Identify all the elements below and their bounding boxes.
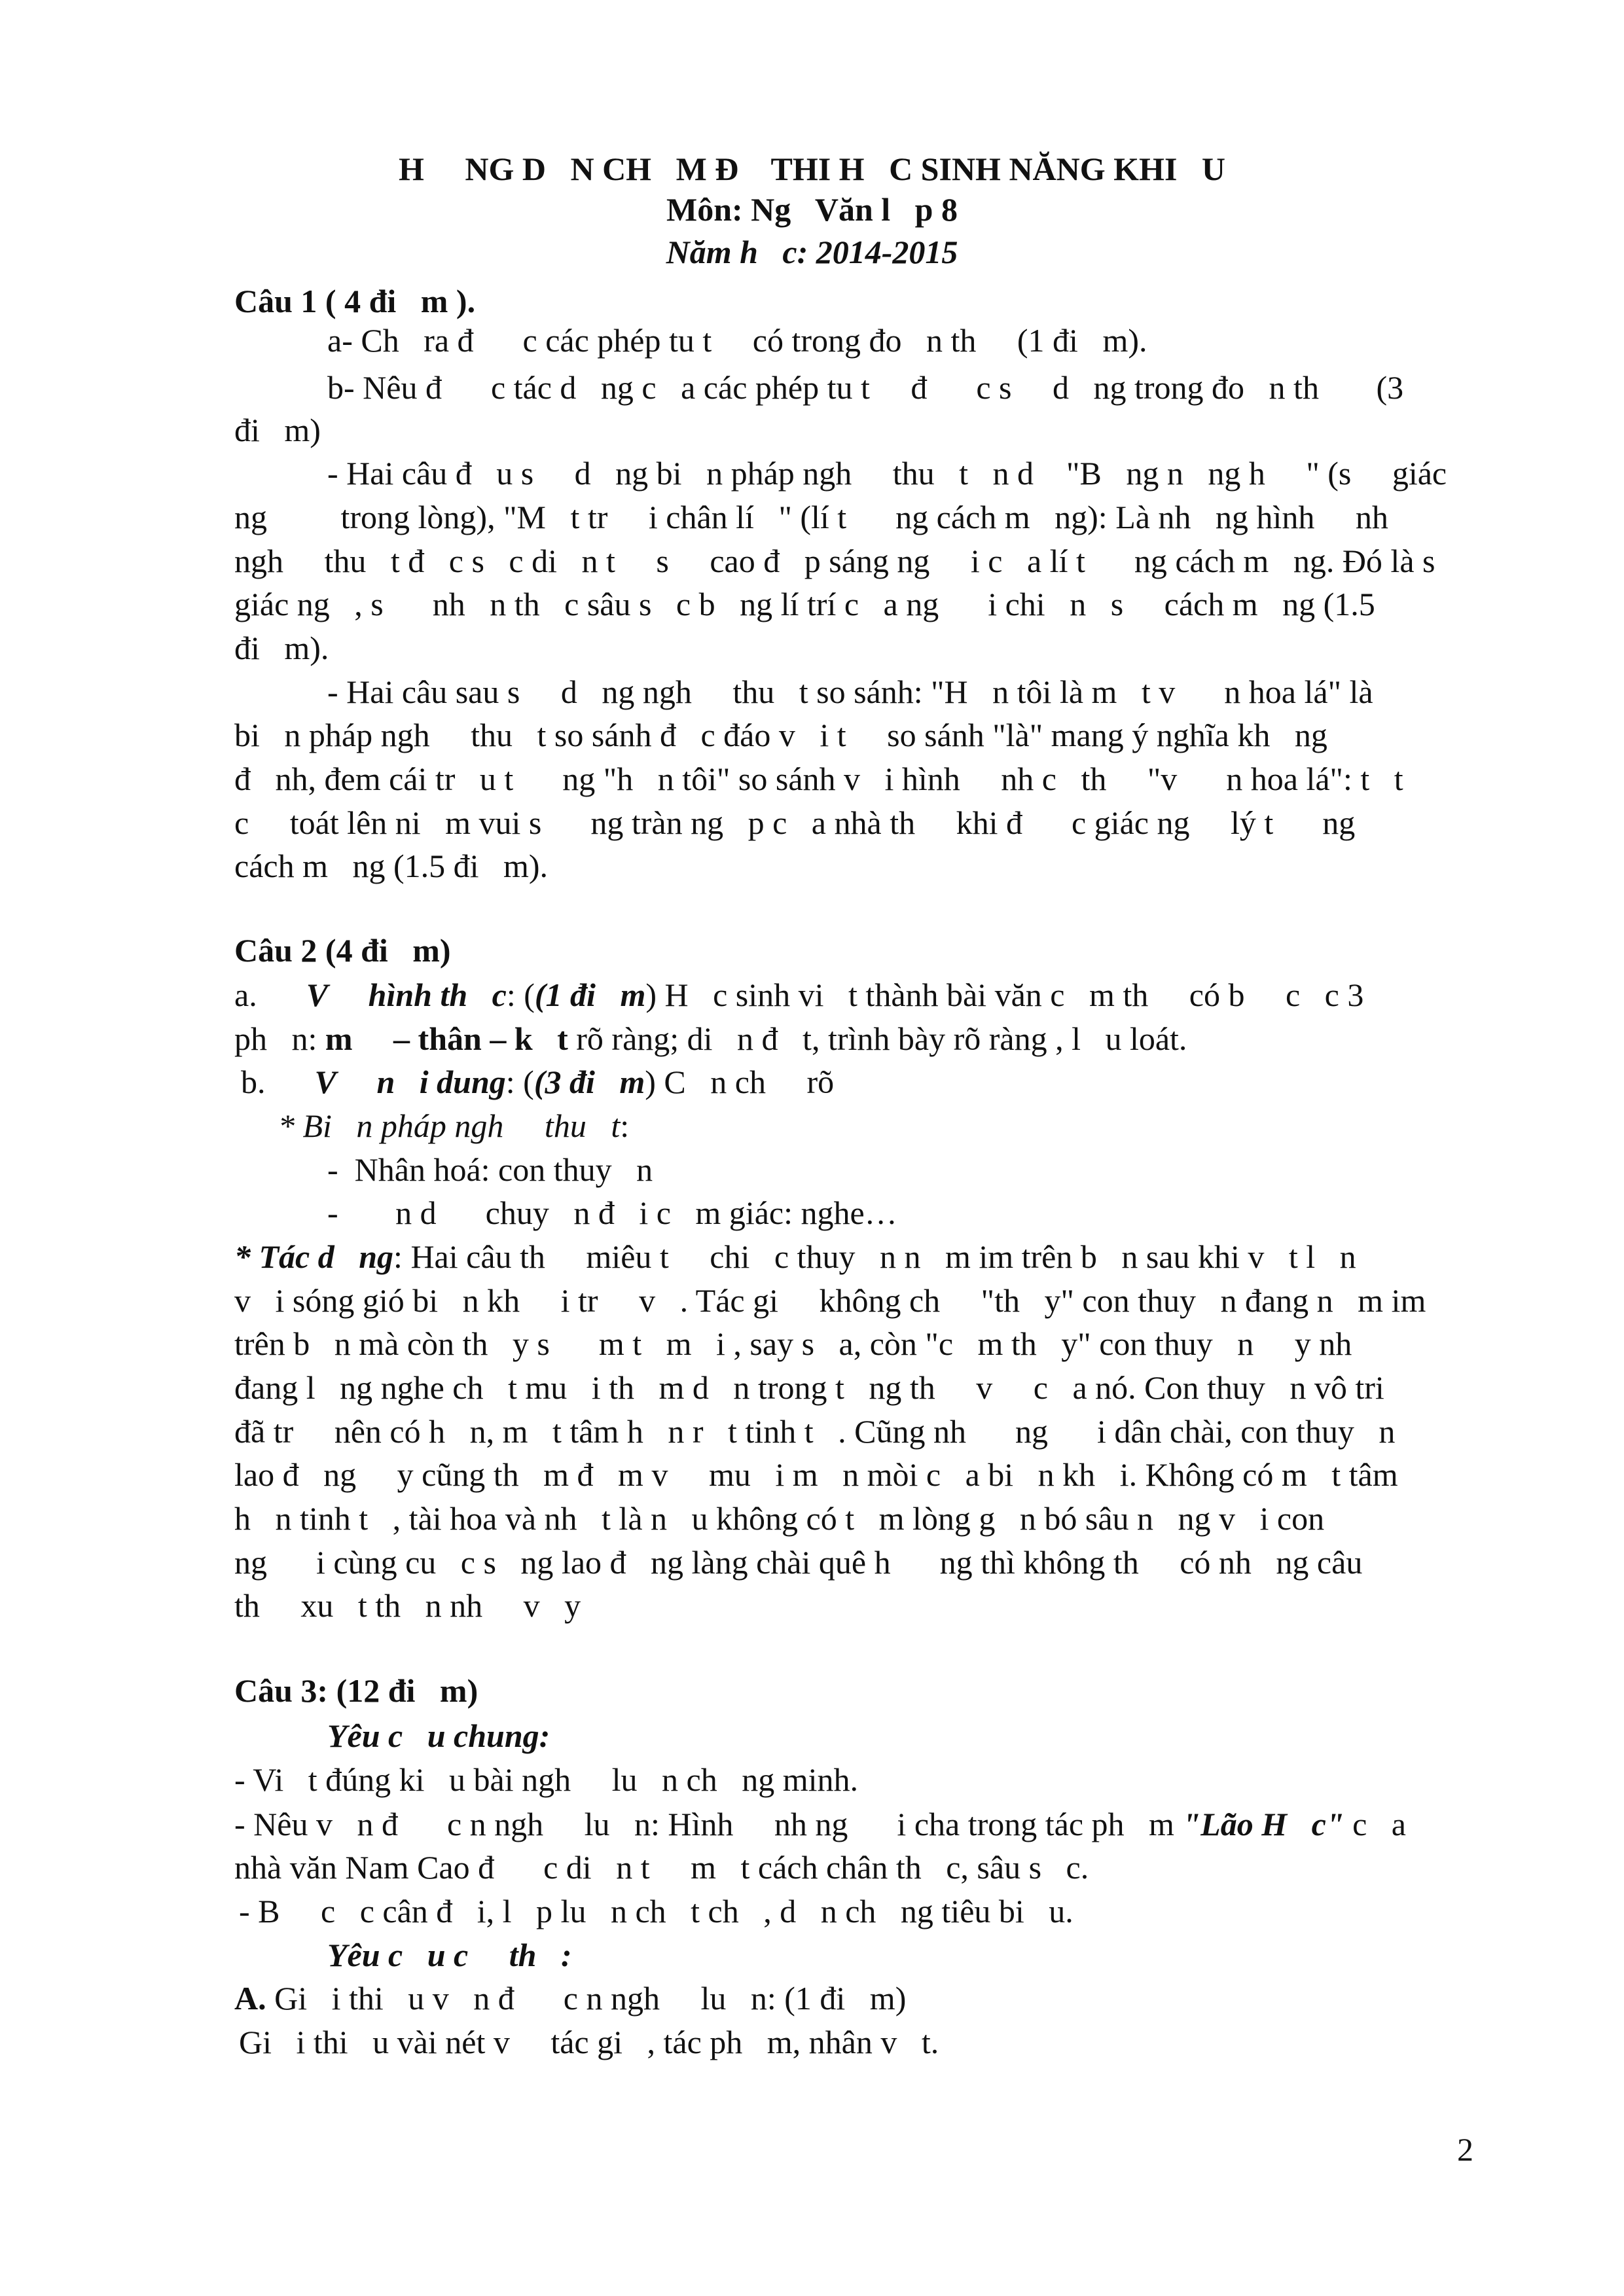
q3-general-1: - Vi t đúng ki u bài ngh lu n ch ng minh. <box>234 1761 858 1798</box>
q1-a: a- Ch ra đ c các phép tu t có trong đo n th (1 đi m). <box>327 322 1147 359</box>
q2-a-text: H c sinh vi t thành bài văn c m th có b c c 3 <box>657 977 1364 1013</box>
q1-para1-line5: đi m). <box>234 630 329 666</box>
q2-b-label: b. <box>241 1064 266 1100</box>
q1-para2-line4: c toát lên ni m vui s ng tràn ng p c a nhà th khi đ c giác ng lý t ng <box>234 804 1356 841</box>
q2-a-points: (1 đi m <box>534 977 646 1013</box>
q3-part-a-detail: Gi i thi u vài nét v tác gi , tác ph m, nhân v t. <box>239 2024 939 2060</box>
q1-b-line2: đi m) <box>234 412 321 448</box>
q3-specific-requirements: Yêu c u c th : <box>327 1937 572 1973</box>
q1-para1-line4: giác ng , s nh n th c sâu s c b ng lí trí c a ng i chi n s cách m ng (1.5 <box>234 586 1375 622</box>
q2-technique-item-2: - n d chuy n đ i c m giác: nghe… <box>327 1194 897 1231</box>
q1-para1-line2: ng trong lòng), "M t tr i chân lí " (lí t ng cách m ng): Là nh ng hình nh <box>234 499 1388 535</box>
q3-general-2b: nhà văn Nam Cao đ c di n t m t cách chân th c, sâu s c. <box>234 1849 1089 1886</box>
q2-effect-line8: ng i cùng cu c s ng lao đ ng làng chài quê h ng thì không th có nh ng câu <box>234 1544 1363 1581</box>
q1-b-line1: b- Nêu đ c tác d ng c a các phép tu t đ c s d ng trong đo n th (3 <box>327 369 1404 406</box>
q3-work-title: "Lão H c" <box>1182 1806 1344 1842</box>
q2-effect-line1 <box>234 1237 1356 1276</box>
q1-para2-line5: cách m ng (1.5 đi m). <box>234 848 549 884</box>
q1-para2-line2: bi n pháp ngh thu t so sánh đ c đáo v i t so sánh "là" mang ý nghĩa kh ng <box>234 717 1327 753</box>
q2-effect-line4: đang l ng nghe ch t mu i th m d n trong t ng th v c a nó. Con thuy n vô tri <box>234 1369 1384 1406</box>
q3-general-2 <box>234 1804 1406 1844</box>
q2-technique-item-1: - Nhân hoá: con thuy n <box>327 1151 653 1188</box>
q3-part-a-label: A. <box>234 1980 266 2017</box>
q3-part-a-text: Gi i thi u v n đ c n ngh lu n: (1 đi m) <box>266 1980 907 2017</box>
q2-effect-text1: : Hai câu th miêu t chi c thuy n n m im trên b n sau khi v t l n <box>393 1238 1356 1275</box>
q2-effect-line3: trên b n mà còn th y s m t m i , say s a, còn "c m th y" con thuy n y nh <box>234 1325 1352 1362</box>
q2-effect-line5: đã tr nên có h n, m t tâm h n r t tinh t . Cũng nh ng i dân chài, con thuy n <box>234 1413 1396 1450</box>
q3-general-3: - B c c cân đ i, l p lu n ch t ch , d n ch ng tiêu bi u. <box>239 1893 1074 1929</box>
q3-heading: Câu 3: (12 đi m) <box>234 1672 478 1709</box>
q1-para2-line3: đ nh, đem cái tr u t ng "h n tôi" so sánh v i hình nh c th "v n hoa lá": t t <box>234 761 1403 797</box>
q2-technique-title: * Bi n pháp ngh thu t <box>278 1107 621 1144</box>
q2-a2-suffix: rõ ràng; di n đ t, trình bày rõ ràng , l u loát. <box>568 1020 1187 1057</box>
q2-b-points: (3 đi m <box>533 1064 645 1100</box>
year-line: Năm h c: 2014-2015 <box>666 234 958 270</box>
q2-effect-line6: lao đ ng y cũng th m đ m v mu i m n mòi c a bi n kh i. Không có m t tâm <box>234 1456 1398 1493</box>
page-number: 2 <box>1457 2131 1473 2168</box>
q1-para1-line1: - Hai câu đ u s d ng bi n pháp ngh thu t n d "B ng n ng h " (s giác <box>327 455 1447 492</box>
q2-b-title: V n i dung <box>314 1064 506 1100</box>
q2-effect-line2: v i sóng gió bi n kh i tr v . Tác gi không ch "th y" con thuy n đang n m im <box>234 1282 1426 1319</box>
q1-heading: Câu 1 ( 4 đi m ). <box>234 283 476 319</box>
q2-effect-label: * Tác d ng <box>234 1238 394 1275</box>
subject-line: Môn: Ng Văn l p 8 <box>666 191 958 228</box>
q2-a2-prefix: ph n: <box>234 1020 325 1057</box>
q2-technique-heading: * Bi n pháp ngh thu t: <box>278 1107 630 1144</box>
q3-general-2-text: - Nêu v n đ c n ngh lu n: Hình nh ng i cha trong tác ph m <box>234 1806 1183 1842</box>
q3-part-a <box>234 1979 906 2018</box>
q2-a-title: V hình th c <box>306 977 507 1013</box>
q2-heading: Câu 2 (4 đi m) <box>234 932 451 969</box>
q2-a2-structure: m – thân – k t <box>325 1020 568 1057</box>
q2-a-line2 <box>234 1019 1187 1058</box>
q2-a-line1: a. V hình th c: ((1 đi m) H c sinh vi t thành bài văn c m th có b c c 3 <box>234 977 1364 1013</box>
document-title: H NG D N CH M Đ THI H C SINH NĂNG KHI U <box>398 151 1226 187</box>
q2-effect-line7: h n tinh t , tài hoa và nh t là n u không có t m lòng g n bó sâu n ng v i con <box>234 1500 1325 1537</box>
q3-general-2-suffix: c a <box>1344 1806 1406 1842</box>
q1-para2-line1: - Hai câu sau s d ng ngh thu t so sánh: "H n tôi là m t v n hoa lá" là <box>327 673 1373 710</box>
q2-a-label: a. <box>234 977 257 1013</box>
q1-para1-line3: ngh thu t đ c s c di n t s cao đ p sáng ng i c a lí t ng cách m ng. Đó là s <box>234 543 1435 579</box>
q2-b-text: C n ch rõ <box>655 1064 835 1100</box>
q2-effect-line9: th xu t th n nh v y <box>234 1587 581 1624</box>
q3-general-requirements: Yêu c u chung: <box>327 1717 550 1754</box>
q2-b-line: b. V n i dung: ((3 đi m) C n ch rõ <box>241 1064 835 1100</box>
